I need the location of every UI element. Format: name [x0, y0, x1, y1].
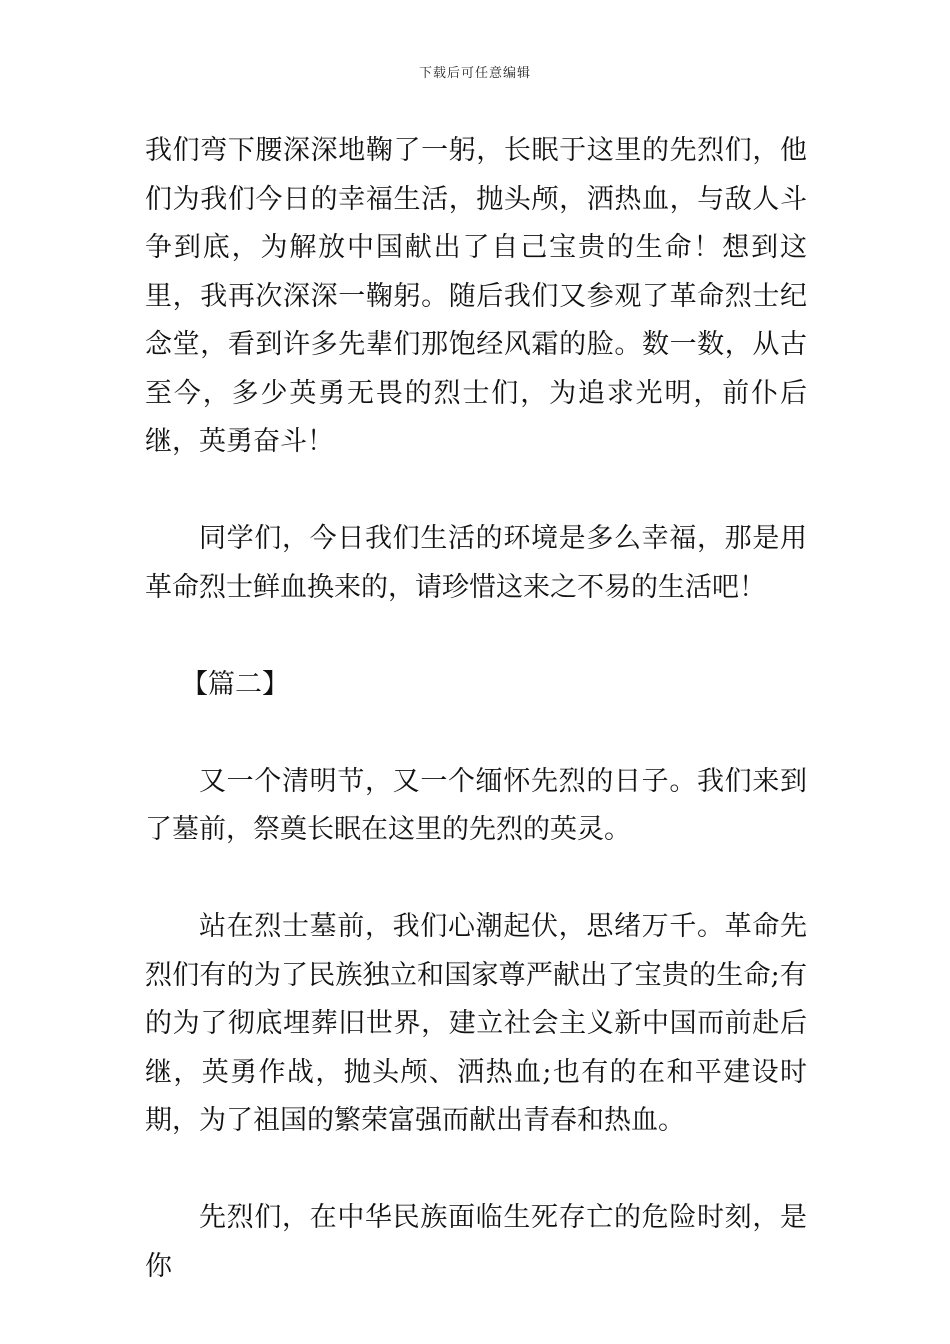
paragraph-spacer [145, 709, 807, 758]
paragraph-4: 站在烈士墓前，我们心潮起伏，思绪万千。革命先烈们有的为了民族独立和国家尊严献出了宝贵的生命;有的为了彻底埋葬旧世界，建立社会主义新中国而前赴后继，英勇作战，抛头颅、洒热血;也有的在和平建设时期，为了祖国的繁荣富强而献出青春和热血。 [145, 911, 807, 1136]
paragraph-3: 又一个清明节，又一个缅怀先烈的日子。我们来到了墓前，祭奠长眠在这里的先烈的英灵。 [145, 765, 807, 845]
section-heading: 【篇二】 [181, 668, 289, 700]
paragraph-spacer [145, 855, 807, 904]
document-body [145, 127, 807, 1291]
paragraph-spacer [145, 612, 807, 661]
paragraph-2: 同学们，今日我们生活的环境是多么幸福，那是用革命烈士鲜血换来的，请珍惜这来之不易的生活吧！ [145, 523, 807, 603]
paragraph-spacer [145, 467, 807, 516]
page-header: 下载后可任意编辑 [418, 66, 531, 81]
paragraph-1: 我们弯下腰深深地鞠了一躬，长眠于这里的先烈们，他们为我们今日的幸福生活，抛头颅，洒热血，与敌人斗争到底，为解放中国献出了自己宝贵的生命！想到这里，我再次深深一鞠躬。随后我们又参观了革命烈士纪念堂，看到许多先辈们那饱经风霜的脸。数一数，从古至今，多少英勇无畏的烈士们，为追求光明，前仆后继，英勇奋斗！ [145, 135, 807, 457]
paragraph-spacer [145, 1146, 807, 1195]
paragraph-5: 先烈们，在中华民族面临生死存亡的危险时刻，是你 [145, 1202, 807, 1282]
